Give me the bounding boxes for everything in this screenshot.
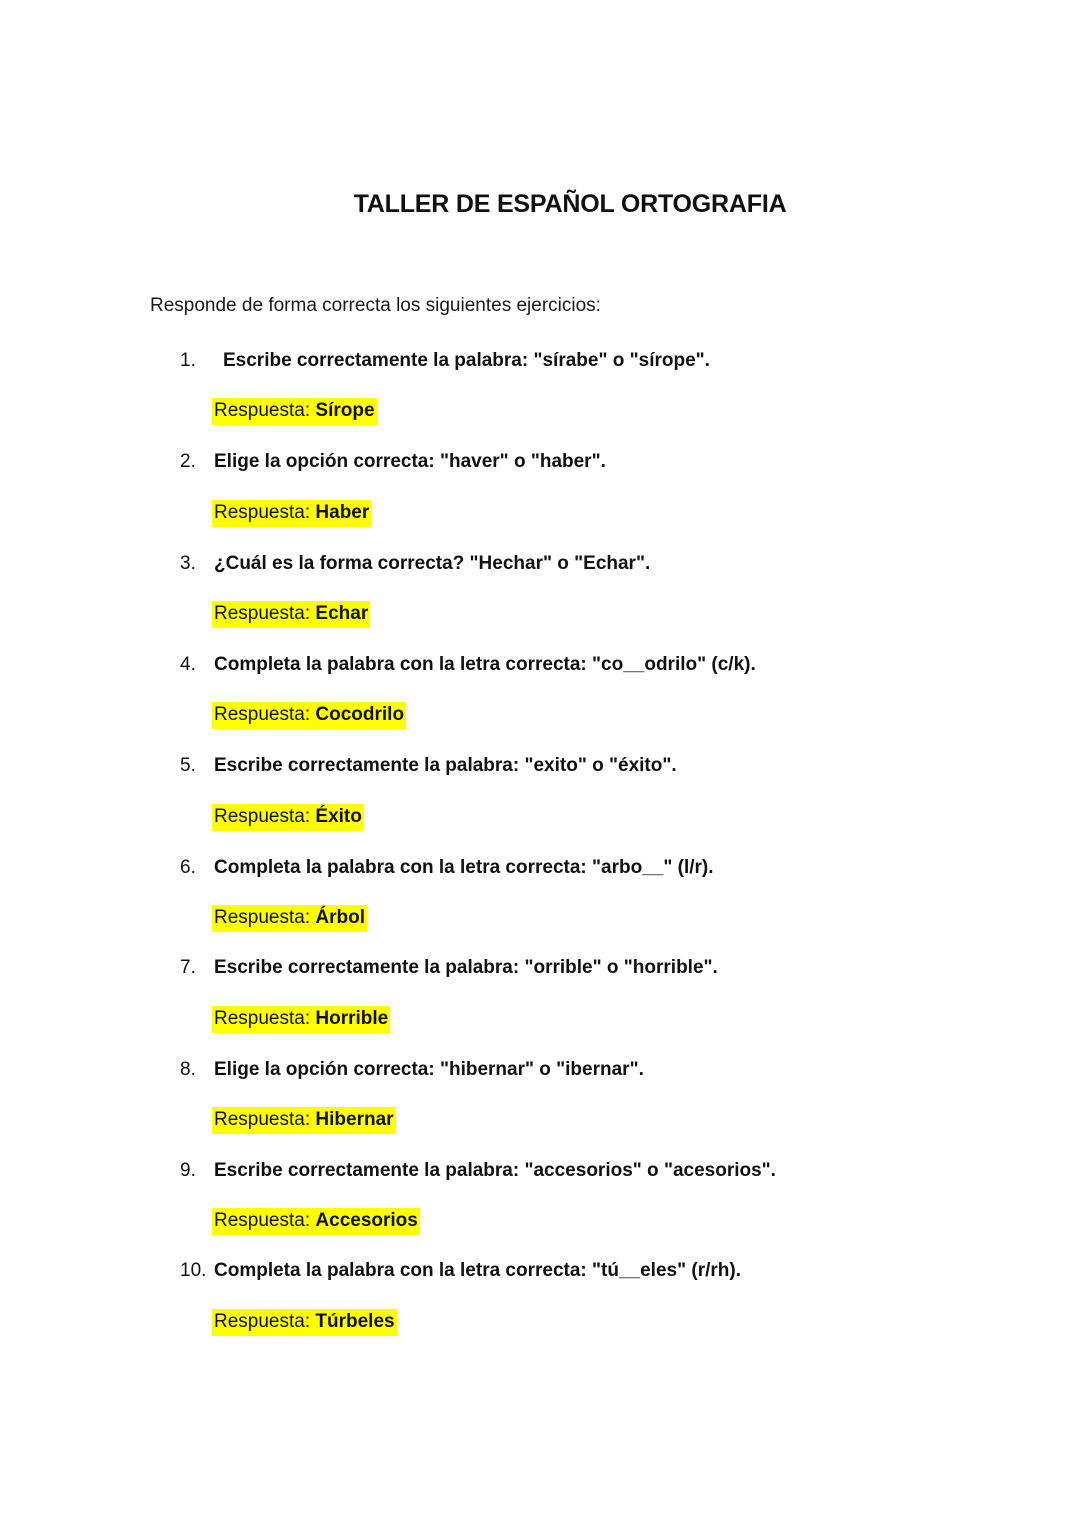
answer-prefix: Respuesta: [214,806,311,827]
instructions: Responde de forma correcta los siguientes ejercicios: [150,295,601,316]
question-number: 10. [180,1260,207,1281]
answer-prefix: Respuesta: [214,603,311,624]
answer-highlight [212,1006,390,1033]
answer-prefix: Respuesta: [214,907,311,928]
answer-value: Sírope [315,400,375,421]
answer-value: Horrible [315,1008,389,1029]
question-item [180,553,650,575]
question-text: Elige la opción correcta: "hibernar" o "ibernar". [214,1059,644,1080]
question-item [180,654,756,676]
answer-value: Haber [315,502,370,523]
answer-prefix: Respuesta: [214,1109,311,1130]
answer-highlight [212,398,377,425]
document-title: TALLER DE ESPAÑOL ORTOGRAFIA [353,190,787,218]
question-text: Completa la palabra con la letra correcta: "co__odrilo" (c/k). [214,654,756,675]
question-item [180,451,606,473]
question-item [180,857,714,879]
question-item [180,1059,644,1081]
question-text: Escribe correctamente la palabra: "orrible" o "horrible". [214,957,718,978]
answer-prefix: Respuesta: [214,1311,311,1332]
answer-prefix: Respuesta: [214,400,311,421]
question-number: 1. [180,350,196,371]
question-text: Completa la palabra con la letra correcta: "tú__eles" (r/rh). [214,1260,741,1281]
answer-prefix: Respuesta: [214,502,311,523]
question-item [180,1260,741,1282]
question-item [180,350,710,372]
answer-highlight [212,601,370,628]
question-text: Escribe correctamente la palabra: "sírabe" o "sírope". [223,350,710,371]
question-number: 2. [180,451,196,472]
answer-value: Cocodrilo [315,704,405,725]
question-item [180,1160,776,1182]
answer-highlight [212,1309,397,1336]
question-number: 8. [180,1059,196,1080]
answer-value: Echar [315,603,369,624]
question-item [180,755,677,777]
question-item [180,957,718,979]
answer-highlight [212,702,406,729]
answer-prefix: Respuesta: [214,1008,311,1029]
question-text: ¿Cuál es la forma correcta? "Hechar" o "Echar". [214,553,651,574]
answer-value: Árbol [315,907,366,928]
question-number: 9. [180,1160,196,1181]
answer-highlight [212,804,364,831]
question-text: Elige la opción correcta: "haver" o "haber". [214,451,606,472]
question-number: 3. [180,553,196,574]
question-text: Escribe correctamente la palabra: "exito" o "éxito". [214,755,677,776]
answer-value: Hibernar [315,1109,394,1130]
answer-highlight [212,905,367,932]
question-number: 7. [180,957,196,978]
answer-value: Túrbeles [315,1311,395,1332]
answer-highlight [212,500,371,527]
question-text: Completa la palabra con la letra correcta: "arbo__" (l/r). [214,857,714,878]
question-number: 6. [180,857,196,878]
answer-prefix: Respuesta: [214,1210,311,1231]
question-number: 5. [180,755,196,776]
question-text: Escribe correctamente la palabra: "accesorios" o "acesorios". [214,1160,776,1181]
answer-prefix: Respuesta: [214,704,311,725]
answer-highlight [212,1208,420,1235]
question-number: 4. [180,654,196,675]
answer-value: Éxito [315,806,362,827]
answer-highlight [212,1107,396,1134]
answer-value: Accesorios [315,1210,418,1231]
